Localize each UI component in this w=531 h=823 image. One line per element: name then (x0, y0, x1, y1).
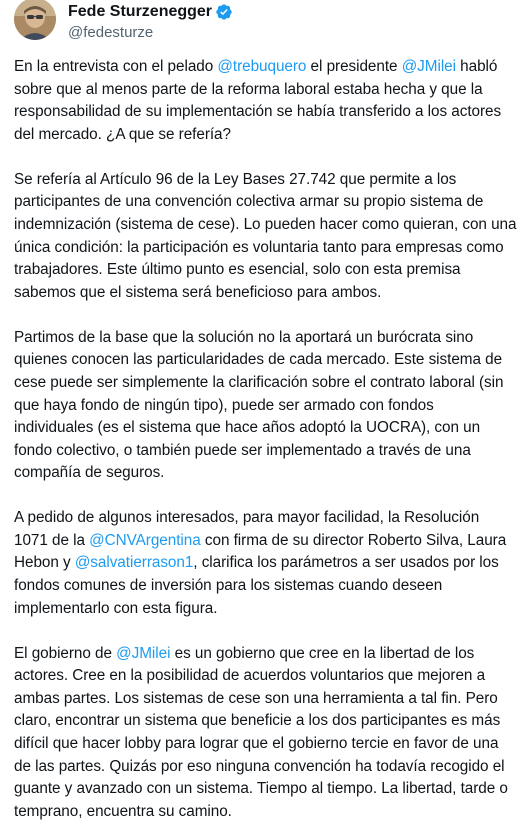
author-handle[interactable]: @fedesturze (68, 24, 154, 41)
name-row (68, 1, 233, 22)
mention-link[interactable]: @trebuquero (217, 58, 307, 75)
mention-link[interactable]: @salvatierrason1 (74, 554, 194, 572)
tweet-paragraph (14, 56, 517, 146)
tweet-text-segment: En la entrevista con el pelado (14, 58, 218, 75)
tweet-paragraph (14, 643, 517, 823)
tweet-header (14, 0, 517, 52)
tweet-text-segment: habló sobre que al menos parte de la reforma laboral estaba hecha y que la responsabilidad de su implementación se había transferido a los actores del mercado. ¿A que se refería? (14, 58, 502, 143)
mention-link[interactable]: @CNVArgentina (89, 531, 201, 549)
tweet-text-segment: con firma de su director Roberto Silva, Laura Hebon y (14, 531, 507, 572)
mention-link[interactable]: @JMilei (401, 58, 456, 75)
tweet-paragraph (14, 507, 517, 620)
tweet-text-segment: es un gobierno que cree en la libertad de los actores. Cree en la posibilidad de acuerdos voluntarios que mejoren a ambas partes. Los sistemas de cese son una herramienta a tal fin. Pero claro, encontrar un sistema que beneficie a los dos participantes es más difícil que hacer lobby para lograr que el gobierno tercie en favor de una de las partes. Quizás por eso ninguna convención ha todavía recogido el guante y avanzado con un sistema. Tiempo al tiempo. La libertad, tarde o temprano, encuentra su camino. (14, 644, 508, 820)
tweet-text-segment: Partimos de la base que la solución no la aportará un burócrata sino quienes conocen las particularidades de cada mercado. Este sistema de cese puede ser simplemente la clarificación sobre el contrato laboral (sin que haya fondo de ningún tipo), puede ser armado con fondos individuales (es el sistema que hace años adoptó la UOCRA), con un fondo colectivo, o también puede ser implementado a través de una compañía de seguros. (14, 328, 504, 482)
tweet-text (14, 56, 517, 823)
tweet-text-segment: Se refería al Artículo 96 de la Ley Bases 27.742 que permite a los participantes de una convención colectiva armar su propio sistema de indemnización (sistema de cese). Lo pueden hacer como quieran, con una única condición: la participación es voluntaria tanto para empresas como trabajadores. Este último punto es esencial, solo con esta premisa sabemos que el sistema será beneficioso para ambos. (14, 170, 517, 301)
tweet-text-segment: el presidente (306, 58, 402, 75)
tweet-paragraph (14, 327, 517, 485)
author-names (68, 1, 233, 41)
tweet-paragraph (14, 169, 517, 305)
author-display-name[interactable]: Fede Sturzenegger (68, 2, 213, 20)
tweet-text-segment: , clarifica los parámetros a ser usados por los fondos comunes de inversión para los sistemas cuando deseen implementarlo con esta figura. (14, 554, 499, 617)
avatar-photo-icon (14, 0, 56, 40)
mention-link[interactable]: @JMilei (116, 644, 171, 662)
avatar[interactable] (14, 0, 56, 40)
tweet-text-segment: A pedido de algunos interesados, para mayor facilidad, la Resolución 1071 de la (14, 509, 480, 549)
tweet-text-segment: El gobierno de (14, 644, 117, 662)
verified-badge-icon[interactable] (215, 3, 233, 21)
